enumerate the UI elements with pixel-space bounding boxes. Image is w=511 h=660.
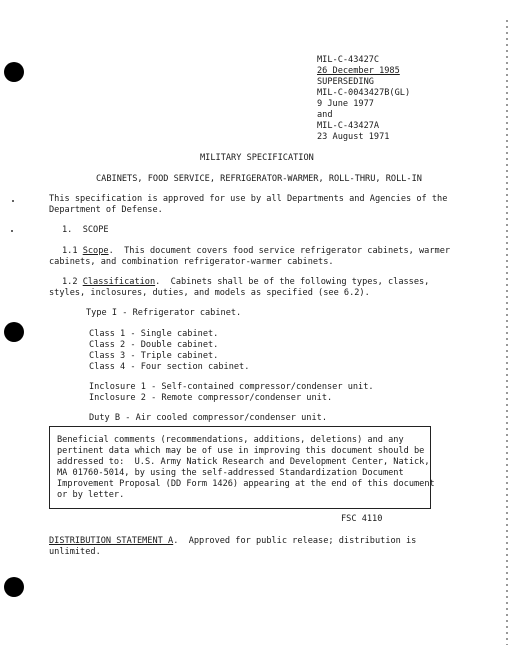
distribution-line-2: unlimited.	[49, 547, 101, 557]
type-item: Type I - Refrigerator cabinet.	[86, 308, 242, 318]
prev-doc-number: MIL-C-0043427B(GL)	[317, 88, 411, 98]
scope-paragraph-line-2: cabinets, and combination refrigerator-warmer cabinets.	[49, 257, 334, 267]
duty-item: Duty B - Air cooled compressor/condenser unit.	[89, 413, 327, 423]
section-heading-scope: 1. SCOPE	[62, 225, 109, 235]
prev-doc-date-2: 23 August 1971	[317, 132, 390, 142]
prev-doc-number-2: MIL-C-43427A	[317, 121, 380, 131]
fsc-code: FSC 4110	[341, 514, 383, 524]
class-item: Class 1 - Single cabinet.	[89, 329, 219, 339]
comments-box-line: pertinent data which may be of use in improving this document should be	[57, 446, 425, 456]
prev-doc-date: 9 June 1977	[317, 99, 374, 109]
binder-hole-bottom	[4, 577, 24, 597]
approval-line-1: This specification is approved for use by all Departments and Agencies of the	[49, 194, 448, 204]
distribution-label: DISTRIBUTION STATEMENT A	[49, 536, 174, 546]
distribution-text: . Approved for public release; distribution is	[173, 536, 417, 546]
superseding-label: SUPERSEDING	[317, 77, 374, 87]
scope-paragraph-line-1	[62, 246, 450, 257]
spec-type-title: MILITARY SPECIFICATION	[200, 153, 314, 163]
classification-label: Classification	[82, 277, 156, 287]
comments-box-line: Improvement Proposal (DD Form 1426) appearing at the end of this document	[57, 479, 435, 489]
classification-number: 1.2	[62, 277, 83, 287]
page-edge-artifact	[506, 20, 508, 645]
classification-paragraph-line-2: styles, inclosures, duties, and models as specified (see 6.2).	[49, 288, 370, 298]
comments-box-line: MA 01760-5014, by using the self-addressed Standardization Document	[57, 468, 404, 478]
scan-speck	[11, 230, 13, 232]
scan-speck	[12, 200, 14, 202]
approval-line-2: Department of Defense.	[49, 205, 163, 215]
scope-label: Scope	[82, 246, 109, 256]
binder-hole-middle	[4, 322, 24, 342]
distribution-line-1	[49, 536, 416, 547]
spec-subject-title: CABINETS, FOOD SERVICE, REFRIGERATOR-WARMER, ROLL-THRU, ROLL-IN	[96, 174, 422, 184]
class-item: Class 3 - Triple cabinet.	[89, 351, 219, 361]
binder-hole-top	[4, 62, 24, 82]
scope-number: 1.1	[62, 246, 83, 256]
doc-date: 26 December 1985	[317, 66, 400, 76]
classification-paragraph-line-1	[62, 277, 429, 288]
comments-box-line: or by letter.	[57, 490, 125, 500]
and-label: and	[317, 110, 333, 120]
inclosure-item: Inclosure 2 - Remote compressor/condenser unit.	[89, 393, 333, 403]
classification-text: . Cabinets shall be of the following types, classes,	[155, 277, 430, 287]
scope-text: . This document covers food service refrigerator cabinets, warmer	[108, 246, 451, 256]
class-item: Class 2 - Double cabinet.	[89, 340, 219, 350]
comments-box-line: Beneficial comments (recommendations, additions, deletions) and any	[57, 435, 404, 445]
comments-box-line: addressed to: U.S. Army Natick Research and Development Center, Natick,	[57, 457, 430, 467]
inclosure-item: Inclosure 1 - Self-contained compressor/condenser unit.	[89, 382, 374, 392]
class-item: Class 4 - Four section cabinet.	[89, 362, 250, 372]
doc-number: MIL-C-43427C	[317, 55, 380, 65]
